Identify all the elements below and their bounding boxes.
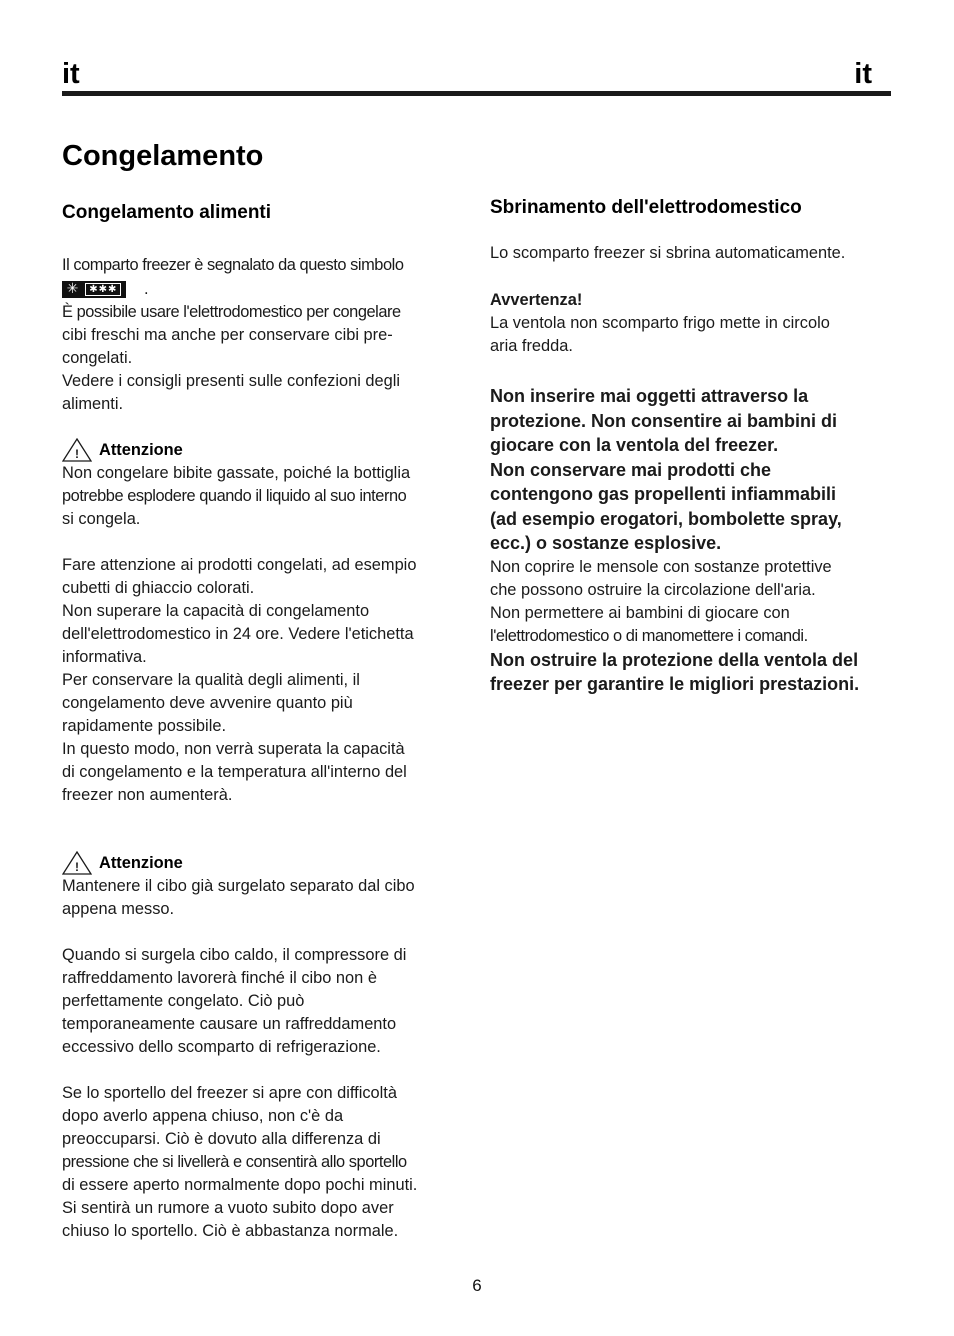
paragraph-line: Non superare la capacità di congelamento	[62, 602, 370, 620]
paragraph-line: eccessivo dello scomparto di refrigerazione.	[62, 1038, 381, 1056]
warning-text-line: Non congelare bibite gassate, poiché la bottiglia	[62, 464, 411, 482]
bold-warning-line: contengono gas propellenti infiammabili	[490, 484, 837, 504]
lang-label-right: it	[854, 58, 872, 90]
paragraph-line: temporaneamente causare un raffreddamento	[62, 1015, 397, 1033]
section-title-freezing: Congelamento alimenti	[62, 202, 272, 223]
paragraph-line: chiuso lo sportello. Ciò è abbastanza normale.	[62, 1222, 399, 1240]
paragraph-line: aria fredda.	[490, 337, 573, 355]
paragraph-line: di congelamento e la temperatura all'interno del	[62, 763, 407, 781]
paragraph-line: Quando si surgela cibo caldo, il compressore di	[62, 946, 407, 964]
paragraph-line: dell'elettrodomestico in 24 ore. Vedere l'etichetta	[62, 625, 414, 643]
freezer-star-symbol-icon: ✳ ✱✱✱	[62, 281, 126, 298]
warning-triangle-icon	[62, 851, 92, 875]
bold-warning-line: Non inserire mai oggetti attraverso la	[490, 386, 809, 406]
bold-warning-line: protezione. Non consentire ai bambini di	[490, 410, 838, 431]
warning-triangle-icon	[62, 438, 92, 462]
svg-text:!: !	[75, 860, 79, 874]
bold-warning-line: freezer per garantire le migliori prestazioni.	[490, 674, 860, 694]
bold-warning-line: giocare con la ventola del freezer.	[490, 435, 779, 455]
intro-text: Il comparto freezer è segnalato da questo simbolo	[62, 256, 404, 274]
paragraph-line: Si sentirà un rumore a vuoto subito dopo aver	[62, 1199, 394, 1217]
paragraph-line: Vedere i consigli presenti sulle confezioni degli	[62, 372, 401, 390]
paragraph-line: Non coprire le mensole con sostanze protettive	[490, 557, 832, 576]
page-number: 6	[472, 1276, 482, 1295]
svg-text:!: !	[75, 447, 79, 461]
paragraph-line: freezer non aumenterà.	[62, 786, 233, 804]
symbol-line	[62, 277, 467, 301]
paragraph-line: raffreddamento lavorerà finché il cibo non è	[62, 969, 377, 987]
warning-text-line: appena messo.	[62, 900, 175, 918]
lang-label-left: it	[62, 58, 80, 90]
paragraph-line: Per conservare la qualità degli alimenti, il	[62, 671, 360, 689]
header-rule	[62, 91, 891, 96]
paragraph-line: È possibile usare l'elettrodomestico per congelare	[62, 303, 401, 321]
paragraph-line: Fare attenzione ai prodotti congelati, ad esempio	[62, 556, 417, 574]
paragraph-line: pressione che si livellerà e consentirà allo sportello	[62, 1153, 407, 1171]
page-title: Congelamento	[62, 140, 264, 172]
paragraph-line: cubetti di ghiaccio colorati.	[62, 579, 255, 597]
right-column	[490, 195, 895, 697]
bold-warning-line: Non conservare mai prodotti che	[490, 459, 772, 480]
paragraph-line: Non permettere ai bambini di giocare con	[490, 603, 790, 622]
paragraph-line: informativa.	[62, 648, 147, 666]
symbol-dot: .	[144, 279, 149, 298]
section-title-defrosting: Sbrinamento dell'elettrodomestico	[490, 197, 802, 218]
warning-heading-2	[62, 851, 467, 875]
left-column	[62, 200, 467, 1243]
bold-warning-line: Non ostruire la protezione della ventola del	[490, 649, 859, 670]
bold-warning-line: ecc.) o sostanze esplosive.	[490, 533, 722, 553]
warning-title-right: Avvertenza!	[490, 291, 583, 309]
paragraph-line: Se lo sportello del freezer si apre con difficoltà	[62, 1084, 397, 1102]
bold-warning-line: (ad esempio erogatori, bombolette spray,	[490, 508, 842, 529]
warning-text-line: Mantenere il cibo già surgelato separato dal cibo	[62, 877, 415, 895]
paragraph-line: perfettamente congelato. Ciò può	[62, 992, 305, 1010]
warning-text-line: si congela.	[62, 510, 141, 528]
paragraph-line: rapidamente possibile.	[62, 717, 227, 735]
paragraph-line: l'elettrodomestico o di manomettere i comandi.	[490, 626, 808, 645]
warning-title-1: Attenzione	[99, 441, 183, 459]
paragraph-line: di essere aperto normalmente dopo pochi minuti.	[62, 1176, 418, 1194]
paragraph-line: dopo averlo appena chiuso, non c'è da	[62, 1107, 344, 1125]
paragraph-line: congelati.	[62, 349, 133, 367]
paragraph-line: congelamento deve avvenire quanto più	[62, 694, 353, 712]
paragraph-line: che possono ostruire la circolazione dell'aria.	[490, 580, 816, 599]
warning-title-2: Attenzione	[99, 854, 183, 872]
paragraph-line: cibi freschi ma anche per conservare cibi pre-	[62, 326, 393, 344]
paragraph-line: preoccuparsi. Ciò è dovuto alla differenza di	[62, 1130, 381, 1148]
paragraph-line: Lo scomparto freezer si sbrina automaticamente.	[490, 244, 846, 262]
paragraph-line: alimenti.	[62, 395, 124, 413]
warning-heading-1	[62, 438, 467, 462]
paragraph-line: In questo modo, non verrà superata la capacità	[62, 740, 405, 758]
warning-text-line: potrebbe esplodere quando il liquido al suo interno	[62, 487, 407, 505]
paragraph-line: La ventola non scomparto frigo mette in circolo	[490, 314, 830, 332]
